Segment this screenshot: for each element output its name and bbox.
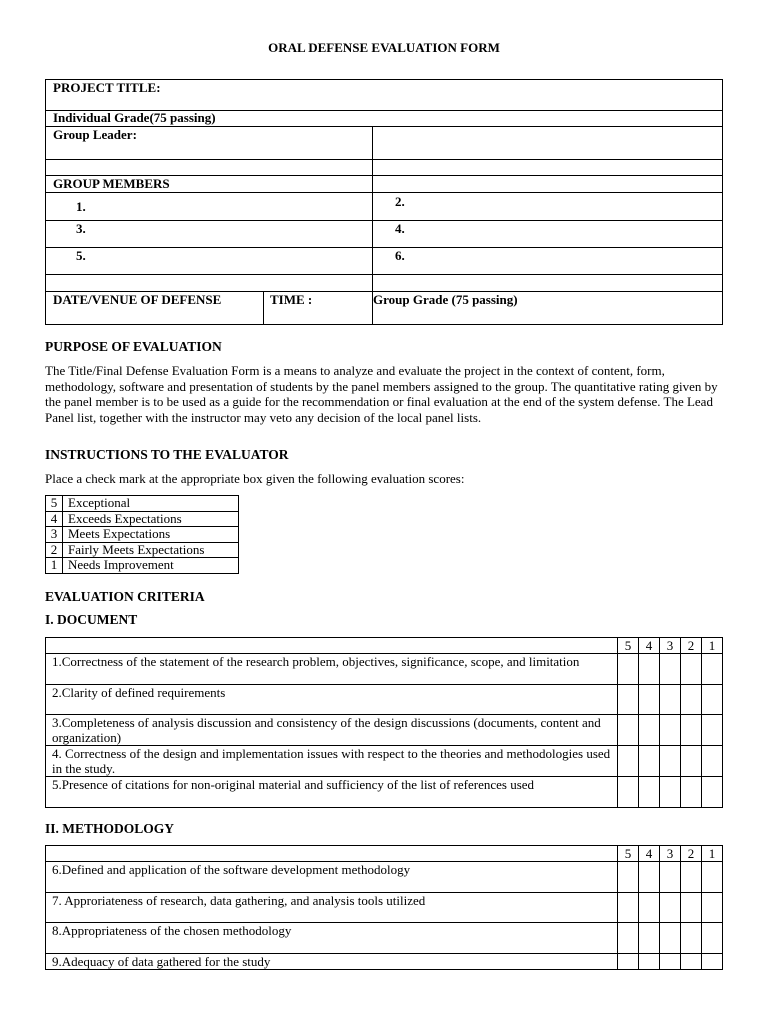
score-checkbox[interactable] [639, 715, 660, 746]
score-checkbox[interactable] [702, 923, 723, 954]
score-checkbox[interactable] [660, 746, 681, 777]
scale-label: Exceptional [63, 496, 239, 512]
member-number: 6. [395, 248, 405, 263]
criteria-row [46, 685, 723, 715]
criteria-row [46, 715, 723, 746]
score-checkbox[interactable] [702, 954, 723, 970]
score-checkbox[interactable] [681, 777, 702, 808]
score-checkbox[interactable] [639, 923, 660, 954]
score-checkbox[interactable] [681, 893, 702, 923]
individual-grade-label: Individual Grade(75 passing) [53, 110, 216, 125]
score-checkbox[interactable] [639, 862, 660, 893]
score-checkbox[interactable] [660, 654, 681, 685]
score-checkbox[interactable] [702, 715, 723, 746]
score-checkbox[interactable] [702, 777, 723, 808]
score-checkbox[interactable] [702, 893, 723, 923]
criteria-row [46, 954, 723, 970]
criteria-text: 7. Approriateness of research, data gathering, and analysis tools utilized [46, 893, 618, 923]
member-number: 5. [76, 248, 86, 263]
score-checkbox[interactable] [639, 777, 660, 808]
score-checkbox[interactable] [681, 954, 702, 970]
row-divider [46, 247, 722, 248]
criteria-text: 6.Defined and application of the software development methodology [46, 862, 618, 893]
score-checkbox[interactable] [639, 954, 660, 970]
score-header-row [46, 638, 723, 654]
score-checkbox[interactable] [660, 715, 681, 746]
score-checkbox[interactable] [618, 893, 639, 923]
score-checkbox[interactable] [618, 862, 639, 893]
score-header: 3 [660, 638, 681, 654]
scale-score: 1 [46, 558, 63, 574]
criteria-text: 5.Presence of citations for non-original material and sufficiency of the list of references used [46, 777, 618, 808]
score-checkbox[interactable] [702, 746, 723, 777]
scale-row [46, 496, 239, 512]
date-venue-label: DATE/VENUE OF DEFENSE [53, 292, 222, 307]
member-number: 3. [76, 221, 86, 236]
criteria-text: 2.Clarity of defined requirements [46, 685, 618, 715]
methodology-heading: II. METHODOLOGY [45, 821, 175, 836]
score-checkbox[interactable] [618, 777, 639, 808]
member-number: 4. [395, 221, 405, 236]
scale-score: 3 [46, 527, 63, 543]
score-checkbox[interactable] [618, 954, 639, 970]
score-checkbox[interactable] [702, 685, 723, 715]
document-criteria-table [45, 637, 723, 808]
score-header: 1 [702, 846, 723, 862]
scale-row [46, 542, 239, 558]
scale-label: Exceeds Expectations [63, 511, 239, 527]
score-header: 3 [660, 846, 681, 862]
criteria-text: 1.Correctness of the statement of the research problem, objectives, significance, scope, and limitation [46, 654, 618, 685]
project-title-label: PROJECT TITLE: [53, 80, 161, 95]
score-checkbox[interactable] [660, 777, 681, 808]
score-checkbox[interactable] [660, 954, 681, 970]
score-checkbox[interactable] [681, 923, 702, 954]
scale-label: Fairly Meets Expectations [63, 542, 239, 558]
score-checkbox[interactable] [681, 715, 702, 746]
row-divider [46, 159, 722, 160]
form-title: ORAL DEFENSE EVALUATION FORM [268, 40, 500, 55]
scale-row [46, 558, 239, 574]
score-checkbox[interactable] [639, 685, 660, 715]
scale-row [46, 527, 239, 543]
score-header: 5 [618, 846, 639, 862]
score-header: 5 [618, 638, 639, 654]
member-number: 2. [395, 194, 405, 209]
score-checkbox[interactable] [618, 923, 639, 954]
methodology-criteria-table [45, 845, 723, 970]
scale-score: 5 [46, 496, 63, 512]
score-header: 4 [639, 846, 660, 862]
purpose-heading: PURPOSE OF EVALUATION [45, 339, 222, 354]
row-divider [46, 220, 722, 221]
score-checkbox[interactable] [660, 685, 681, 715]
score-checkbox[interactable] [660, 893, 681, 923]
criteria-text: 9.Adequacy of data gathered for the study [46, 954, 618, 970]
score-checkbox[interactable] [702, 654, 723, 685]
score-checkbox[interactable] [639, 746, 660, 777]
criteria-row [46, 654, 723, 685]
rating-scale-table [45, 495, 239, 574]
instructions-text: Place a check mark at the appropriate box given the following evaluation scores: [45, 471, 465, 486]
score-checkbox[interactable] [618, 654, 639, 685]
score-header-row [46, 846, 723, 862]
row-divider [46, 192, 722, 193]
group-members-label: GROUP MEMBERS [53, 176, 170, 191]
criteria-row [46, 746, 723, 777]
document-heading: I. DOCUMENT [45, 612, 138, 627]
score-header: 2 [681, 638, 702, 654]
criteria-text: 8.Appropriateness of the chosen methodology [46, 923, 618, 954]
criteria-row [46, 862, 723, 893]
score-header: 1 [702, 638, 723, 654]
scale-label: Meets Expectations [63, 527, 239, 543]
score-checkbox[interactable] [702, 862, 723, 893]
scale-score: 4 [46, 511, 63, 527]
criteria-row [46, 777, 723, 808]
score-checkbox[interactable] [660, 923, 681, 954]
criteria-row [46, 893, 723, 923]
criteria-text: 4. Correctness of the design and implementation issues with respect to the theories and methodologies used in the study. [46, 746, 618, 777]
row-divider [46, 126, 722, 127]
scale-row [46, 511, 239, 527]
project-info-table [45, 79, 723, 325]
criteria-text: 3.Completeness of analysis discussion and consistency of the design discussions (documents, content and organization) [46, 715, 618, 746]
instructions-heading: INSTRUCTIONS TO THE EVALUATOR [45, 447, 289, 462]
score-checkbox[interactable] [618, 746, 639, 777]
score-header: 2 [681, 846, 702, 862]
score-checkbox[interactable] [618, 715, 639, 746]
score-checkbox[interactable] [681, 654, 702, 685]
score-checkbox[interactable] [639, 654, 660, 685]
time-label: TIME : [270, 292, 313, 307]
scale-score: 2 [46, 542, 63, 558]
scale-label: Needs Improvement [63, 558, 239, 574]
purpose-text: The Title/Final Defense Evaluation Form is a means to analyze and evaluate the project in the context of content, form, methodology, software and presentation of students by the panel members assigned to the group. The quantitative rating given by the panel member is to be used as a guide for the recommendation or final evaluation at the end of the system defense. The Lead Panel list, together with the instructor may veto any decision of the local panel lists. [45, 363, 718, 425]
score-checkbox[interactable] [681, 746, 702, 777]
score-checkbox[interactable] [681, 862, 702, 893]
group-leader-label: Group Leader: [53, 127, 137, 142]
criteria-heading: EVALUATION CRITERIA [45, 589, 205, 604]
score-checkbox[interactable] [639, 893, 660, 923]
score-checkbox[interactable] [681, 685, 702, 715]
header-blank [46, 846, 618, 862]
score-checkbox[interactable] [660, 862, 681, 893]
criteria-row [46, 923, 723, 954]
score-header: 4 [639, 638, 660, 654]
score-checkbox[interactable] [618, 685, 639, 715]
column-divider [263, 291, 264, 325]
row-divider [46, 274, 722, 275]
member-number: 1. [76, 199, 86, 214]
header-blank [46, 638, 618, 654]
group-grade-label: Group Grade (75 passing) [373, 292, 518, 307]
